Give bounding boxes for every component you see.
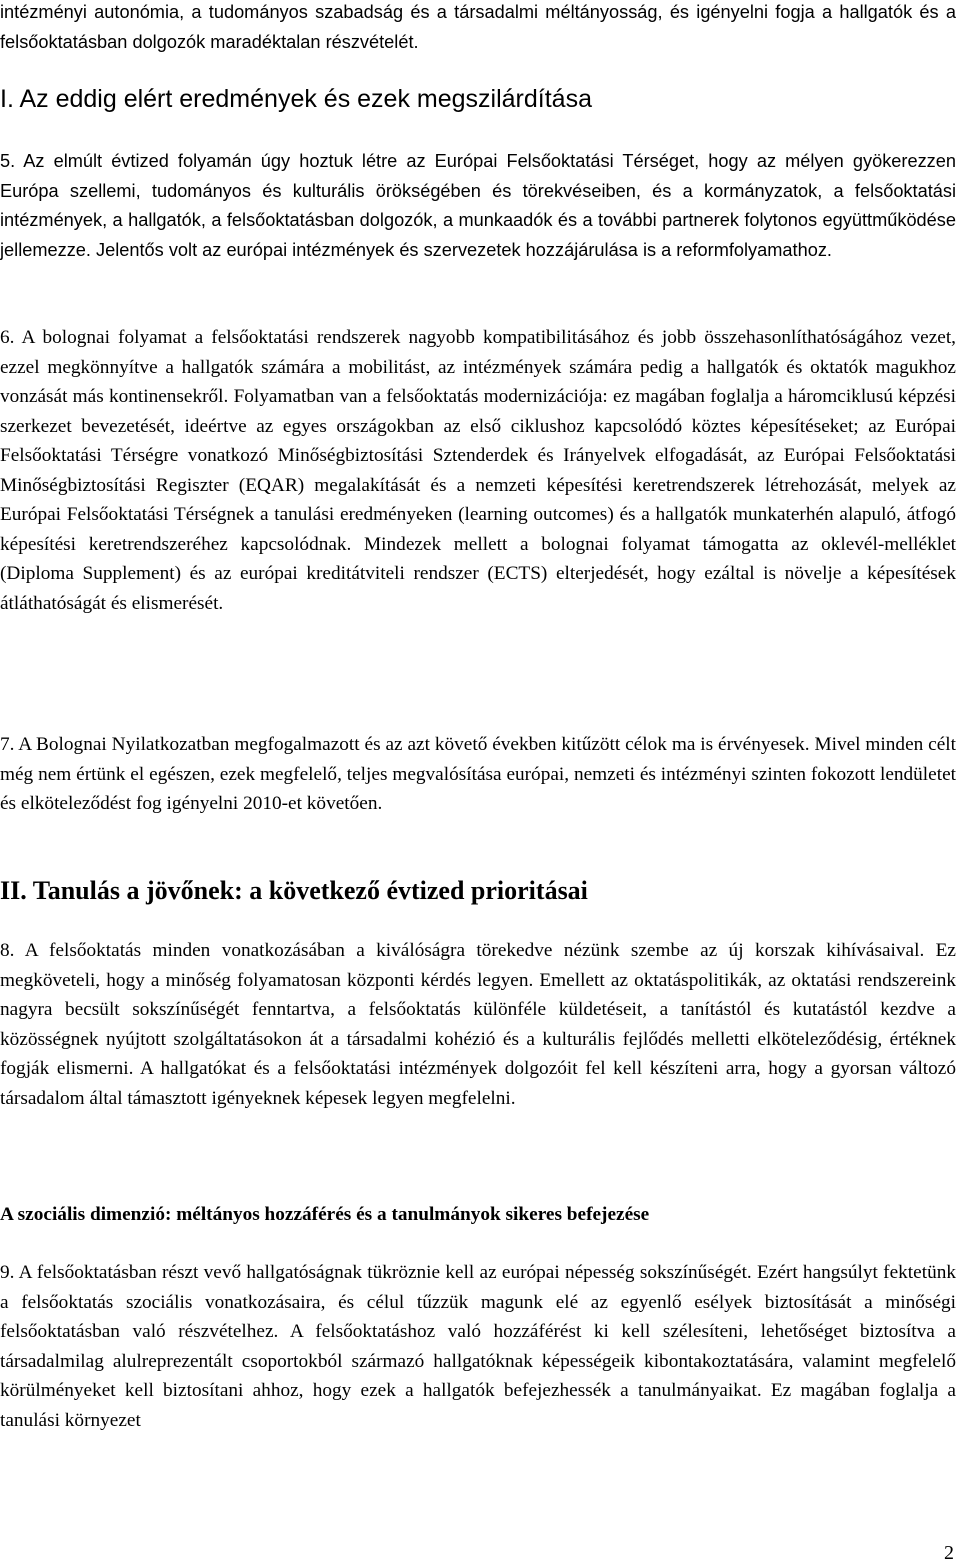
paragraph-6: 6. A bolognai folyamat a felsőoktatási rendszerek nagyobb kompatibilitásához és jobb összehasonlíthatóságához vezet, ezzel megkönnyítve a hallgatók számára a mobilitást, az intézmények számára pedig a hallgatók és oktatók magukhoz vonzását más kontinensekről. Folyamatban van a felsőoktatás modernizációja: ez magában foglalja a háromciklusú képzési szerkezet bevezetését, ideértve az egyes országokban az első ciklushoz kapcsolódó köztes képesítéseket; az Európai Felsőoktatási Térségre vonatkozó Minőségbiztosítási Sztenderdek és Irányelvek elfogadását, az Európai Felsőoktatási Minőségbiztosítási Regiszter (EQAR) megalakítását és a nemzeti képesítési keretrendszerek létrehozását, melyek az Európai Felsőoktatási Térségnek a tanulási eredményeken (learning outcomes) és a hallgatók munkaterhén alapuló, átfogó képesítési keretrendszeréhez kapcsolódnak. Mindezek mellett a bolognai folyamat támogatta az oklevél-melléklet (Diploma Supplement) és az európai kreditátviteli rendszer (ECTS) elterjedését, hogy ezáltal is növelje a képesítések átláthatóságát és elismerését. [0, 327, 956, 614]
intro-paragraph: intézményi autonómia, a tudományos szabadság és a társadalmi méltányosság, és igényelni fogja a hallgatók és a felsőoktatásban dolgozók maradéktalan részvételét. [0, 2, 956, 52]
page-number: 2 [944, 1542, 954, 1564]
section-2-heading: II. Tanulás a jövőnek: a következő évtized prioritásai [0, 876, 588, 905]
subsection-heading: A szociális dimenzió: méltányos hozzáférés és a tanulmányok sikeres befejezése [0, 1204, 650, 1225]
paragraph-5: 5. Az elmúlt évtized folyamán úgy hoztuk létre az Európai Felsőoktatási Térséget, hogy az mélyen gyökerezzen Európa szellemi, tudományos és kulturális örökségében és törekvéseiben, és a kormányzatok, a felsőoktatási intézmények, a hallgatók, a felsőoktatásban dolgozók, a munkaadók és a további partnerek folytonos együttműködése jellemezze. Jelentős volt az európai intézmények és szervezetek hozzájárulása is a reformfolyamathoz. [0, 151, 956, 260]
paragraph-9: 9. A felsőoktatásban részt vevő hallgatóságnak tükröznie kell az európai népesség sokszínűségét. Ezért hangsúlyt fektetünk a felsőoktatás szociális vonatkozásaira, és célul tűzzük magunk elé az egyenlő esélyek biztosítását a minőségi felsőoktatásban való részvételhez. A felsőoktatáshoz való hozzáférést ki kell szélesíteni, lehetőséget biztosítva a társadalmilag alulreprezentált csoportokból származó hallgatóknak képességeik kibontakoztatására, valamint megfelelő körülményeket kell biztosítani ahhoz, hogy ezek a hallgatók befejezhessék a tanulmányaikat. Ez magában foglalja a tanulási környezet [0, 1262, 956, 1431]
paragraph-7: 7. A Bolognai Nyilatkozatban megfogalmazott és az azt követő években kitűzött célok ma is érvényesek. Mivel minden célt még nem értünk el egészen, ezek megfelelő, teljes megvalósítása európai, nemzeti és intézményi szinten fokozott lendületet és elköteleződést fog igényelni 2010-et követően. [0, 734, 956, 814]
section-1-heading: I. Az eddig elért eredmények és ezek megszilárdítása [0, 85, 592, 113]
paragraph-8: 8. A felsőoktatás minden vonatkozásában a kiválóságra törekedve nézünk szembe az új korszak kihívásaival. Ez megköveteli, hogy a minőség folyamatosan központi kérdés legyen. Emellett az oktatáspolitikák, az oktatási rendszereink nagyra becsült sokszínűségét fenntartva, a felsőoktatás különféle küldetéseit, a tanítástól és kutatástól kezdve a közösségnek nyújtott szolgáltatásokon át a társadalmi kohézió és a kulturális fejlődés melletti elköteleződésig, értéknek fogják elismerni. A hallgatókat és a felsőoktatási intézmények dolgozóit fel kell készíteni arra, hogy a gyorsan változó társadalom által támasztott igényeknek képesek legyen megfelelni. [0, 940, 956, 1109]
